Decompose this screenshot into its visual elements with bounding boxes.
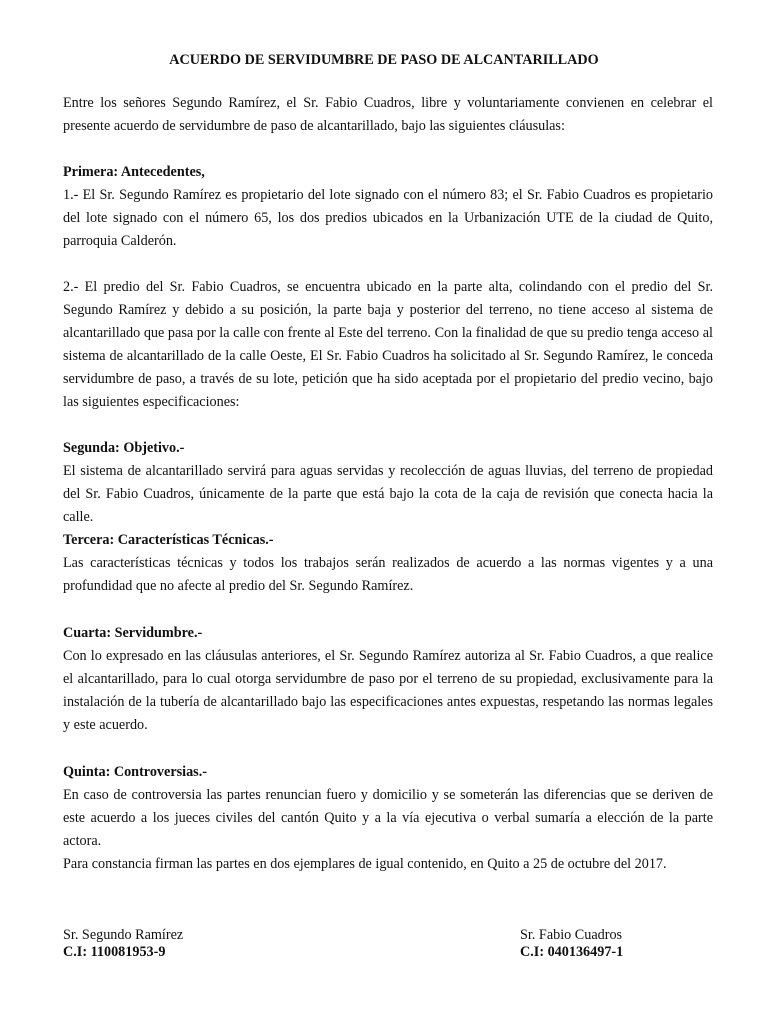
section-paragraph: El sistema de alcantarillado servirá para aguas servidas y recolección de aguas lluvias, del terreno de propiedad del Sr. Fabio Cuadros, únicamente de la parte que está bajo la cota de la caja de revisión que conecta hacia la calle. <box>63 463 713 526</box>
section-paragraph: 1.- El Sr. Segundo Ramírez es propietario del lote signado con el número 83; el Sr. Fabio Cuadros es propietario del lote signado con el número 65, los dos predios ubicados en la Urbanización UTE de la ciudad de Quito, parroquia Calderón. <box>63 187 713 250</box>
signature-block-right <box>520 927 623 961</box>
intro-paragraph <box>63 92 713 138</box>
signatory-id: C.I: 040136497-1 <box>520 944 624 960</box>
section-paragraph: Con lo expresado en las cláusulas anteriores, el Sr. Segundo Ramírez autoriza al Sr. Fabio Cuadros, a que realice el alcantarillado, para lo cual otorga servidumbre de paso por el terreno de su propiedad, exclusivamente para la instalación de la tubería de alcantarillado bajo las especificaciones antes expuestas, respetando las normas legales y este acuerdo. <box>63 648 713 734</box>
section-cuarta <box>63 622 713 737</box>
signatory-name: Sr. Segundo Ramírez <box>63 927 184 943</box>
section-heading: Primera: Antecedentes, <box>63 164 205 180</box>
signatory-id: C.I: 110081953-9 <box>63 944 166 960</box>
section-paragraph: Las características técnicas y todos los trabajos serán realizados de acuerdo a las normas vigentes y a una profundidad que no afecte al predio del Sr. Segundo Ramírez. <box>63 555 713 595</box>
section-heading: Cuarta: Servidumbre.- <box>63 625 203 641</box>
closing-text: Para constancia firman las partes en dos ejemplares de igual contenido, en Quito a 25 de octubre del 2017. <box>63 856 667 872</box>
section-heading: Tercera: Características Técnicas.- <box>63 532 274 548</box>
section-tercera <box>63 529 713 598</box>
section-paragraph: En caso de controversia las partes renuncian fuero y domicilio y se someterán las diferencias que se deriven de este acuerdo a los jueces civiles del cantón Quito y a la vía ejecutiva o verbal sumaría a elección de la parte actora. <box>63 787 713 850</box>
section-paragraph: 2.- El predio del Sr. Fabio Cuadros, se encuentra ubicado en la parte alta, colindando con el predio del Sr. Segundo Ramírez y debido a su posición, la parte baja y posterior del terreno, no tiene acceso al sistema de alcantarillado que pasa por la calle con frente al Este del terreno. Con la finalidad de que su predio tenga acceso al sistema de alcantarillado de la calle Oeste, El Sr. Fabio Cuadros ha solicitado al Sr. Segundo Ramírez, le conceda servidumbre de paso, a través de su lote, petición que ha sido aceptada por el propietario del predio vecino, bajo las siguientes especificaciones: <box>63 279 713 411</box>
signatory-name: Sr. Fabio Cuadros <box>520 927 623 943</box>
section-heading: Quinta: Controversias.- <box>63 764 207 780</box>
document-title: ACUERDO DE SERVIDUMBRE DE PASO DE ALCANTARILLADO <box>169 52 599 68</box>
section-segunda <box>63 437 713 529</box>
section-primera <box>63 161 713 253</box>
intro-text: Entre los señores Segundo Ramírez, el Sr. Fabio Cuadros, libre y voluntariamente convienen en celebrar el presente acuerdo de servidumbre de paso de alcantarillado, bajo las siguientes cláusulas: <box>63 95 713 135</box>
closing-paragraph <box>63 853 713 876</box>
signature-block-left <box>63 927 183 961</box>
section-primera-cont <box>63 276 713 415</box>
section-quinta <box>63 761 713 853</box>
section-heading: Segunda: Objetivo.- <box>63 440 185 456</box>
